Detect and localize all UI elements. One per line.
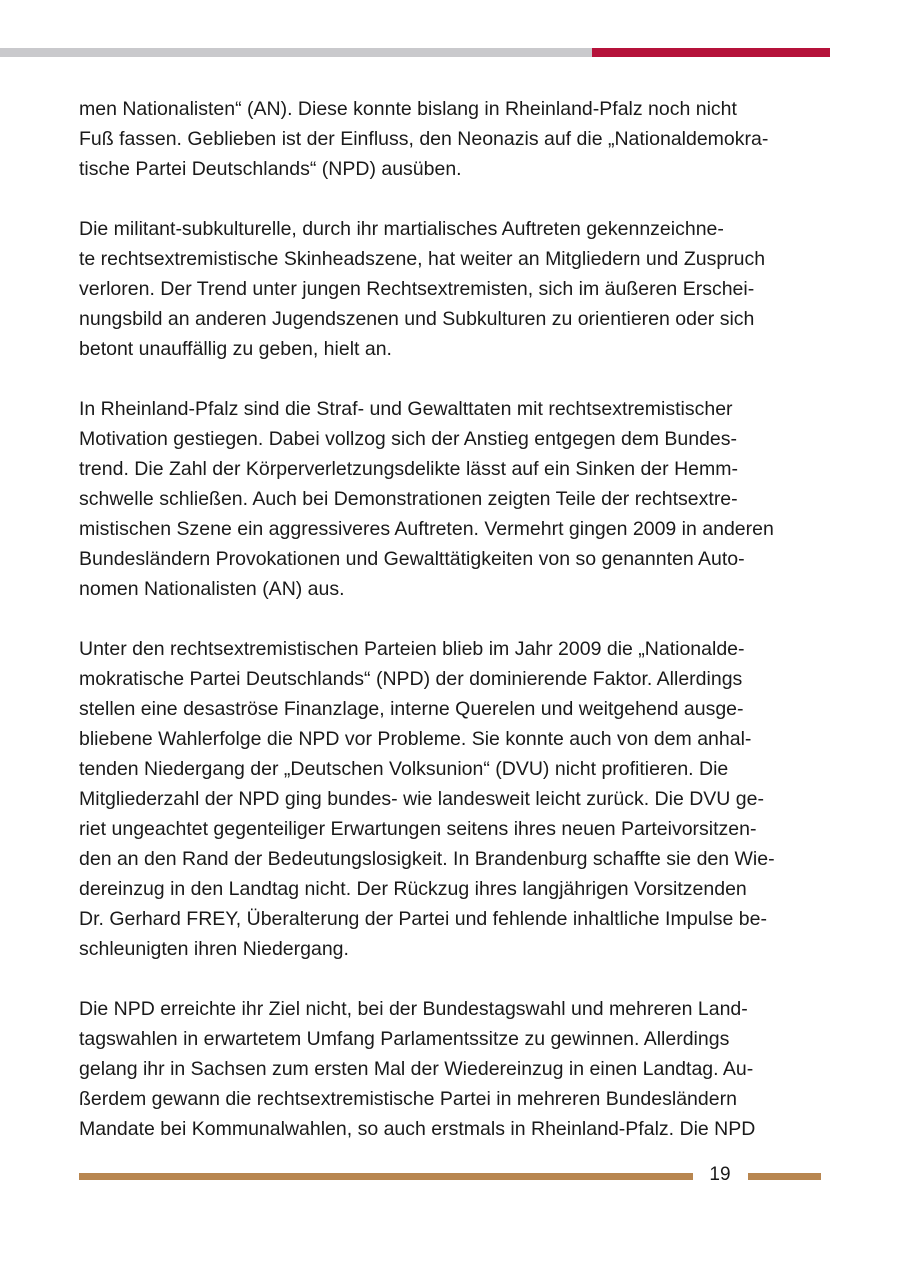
- text-line: tagswahlen in erwartetem Umfang Parlamentssitze zu gewinnen. Allerdings: [79, 1028, 730, 1050]
- text-line: Die militant-subkulturelle, durch ihr martialisches Auftreten gekennzeichne-: [79, 218, 724, 240]
- page-number: 19: [709, 1164, 731, 1185]
- text-line: Mitgliederzahl der NPD ging bundes- wie landesweit leicht zurück. Die DVU ge-: [79, 788, 764, 810]
- text-line: In Rheinland-Pfalz sind die Straf- und Gewalttaten mit rechtsextremistischer: [79, 398, 733, 420]
- paragraph: [79, 634, 839, 964]
- text-line: den an den Rand der Bedeutungslosigkeit. In Brandenburg schaffte sie den Wie-: [79, 848, 775, 870]
- footer-rule-left: [79, 1173, 693, 1180]
- text-line: nomen Nationalisten (AN) aus.: [79, 578, 345, 600]
- header-rule-grey: [0, 48, 592, 57]
- footer-rule-right: [748, 1173, 821, 1180]
- text-line: men Nationalisten“ (AN). Diese konnte bislang in Rheinland-Pfalz noch nicht: [79, 98, 737, 120]
- text-line: Bundesländern Provokationen und Gewalttätigkeiten von so genannten Auto-: [79, 548, 745, 570]
- text-line: schleunigten ihren Niedergang.: [79, 938, 349, 960]
- paragraph: [79, 994, 839, 1144]
- paragraph: [79, 214, 839, 364]
- text-line: Unter den rechtsextremistischen Parteien blieb im Jahr 2009 die „Nationalde-: [79, 638, 745, 660]
- text-line: te rechtsextremistische Skinheadszene, hat weiter an Mitgliedern und Zuspruch: [79, 248, 766, 270]
- text-line: bliebene Wahlerfolge die NPD vor Probleme. Sie konnte auch von dem anhal-: [79, 728, 752, 750]
- paragraph: [79, 94, 839, 184]
- text-line: trend. Die Zahl der Körperverletzungsdelikte lässt auf ein Sinken der Hemm-: [79, 458, 738, 480]
- text-line: mistischen Szene ein aggressiveres Auftreten. Vermehrt gingen 2009 in anderen: [79, 518, 774, 540]
- text-line: tenden Niedergang der „Deutschen Volksunion“ (DVU) nicht profitieren. Die: [79, 758, 729, 780]
- paragraph: [79, 394, 839, 604]
- text-line: Die NPD erreichte ihr Ziel nicht, bei der Bundestagswahl und mehreren Land-: [79, 998, 748, 1020]
- text-line: Motivation gestiegen. Dabei vollzog sich der Anstieg entgegen dem Bundes-: [79, 428, 737, 450]
- text-line: Fuß fassen. Geblieben ist der Einfluss, den Neonazis auf die „Nationaldemokra-: [79, 128, 769, 150]
- header-rule-accent: [592, 48, 830, 57]
- text-line: tische Partei Deutschlands“ (NPD) ausüben.: [79, 158, 462, 180]
- text-line: betont unauffällig zu geben, hielt an.: [79, 338, 392, 360]
- text-line: verloren. Der Trend unter jungen Rechtsextremisten, sich im äußeren Erschei-: [79, 278, 755, 300]
- text-line: Dr. Gerhard FREY, Überalterung der Partei und fehlende inhaltliche Impulse be-: [79, 908, 767, 930]
- body-text: [79, 94, 839, 1174]
- text-line: dereinzug in den Landtag nicht. Der Rückzug ihres langjährigen Vorsitzenden: [79, 878, 747, 900]
- text-line: Mandate bei Kommunalwahlen, so auch erstmals in Rheinland-Pfalz. Die NPD: [79, 1118, 756, 1140]
- text-line: riet ungeachtet gegenteiliger Erwartungen seitens ihres neuen Parteivorsitzen-: [79, 818, 757, 840]
- text-line: gelang ihr in Sachsen zum ersten Mal der Wiedereinzug in einen Landtag. Au-: [79, 1058, 754, 1080]
- text-line: schwelle schließen. Auch bei Demonstrationen zeigten Teile der rechtsextre-: [79, 488, 738, 510]
- text-line: mokratische Partei Deutschlands“ (NPD) der dominierende Faktor. Allerdings: [79, 668, 743, 690]
- text-line: nungsbild an anderen Jugendszenen und Subkulturen zu orientieren oder sich: [79, 308, 755, 330]
- text-line: stellen eine desaströse Finanzlage, interne Querelen und weitgehend ausge-: [79, 698, 744, 720]
- text-line: ßerdem gewann die rechtsextremistische Partei in mehreren Bundesländern: [79, 1088, 737, 1110]
